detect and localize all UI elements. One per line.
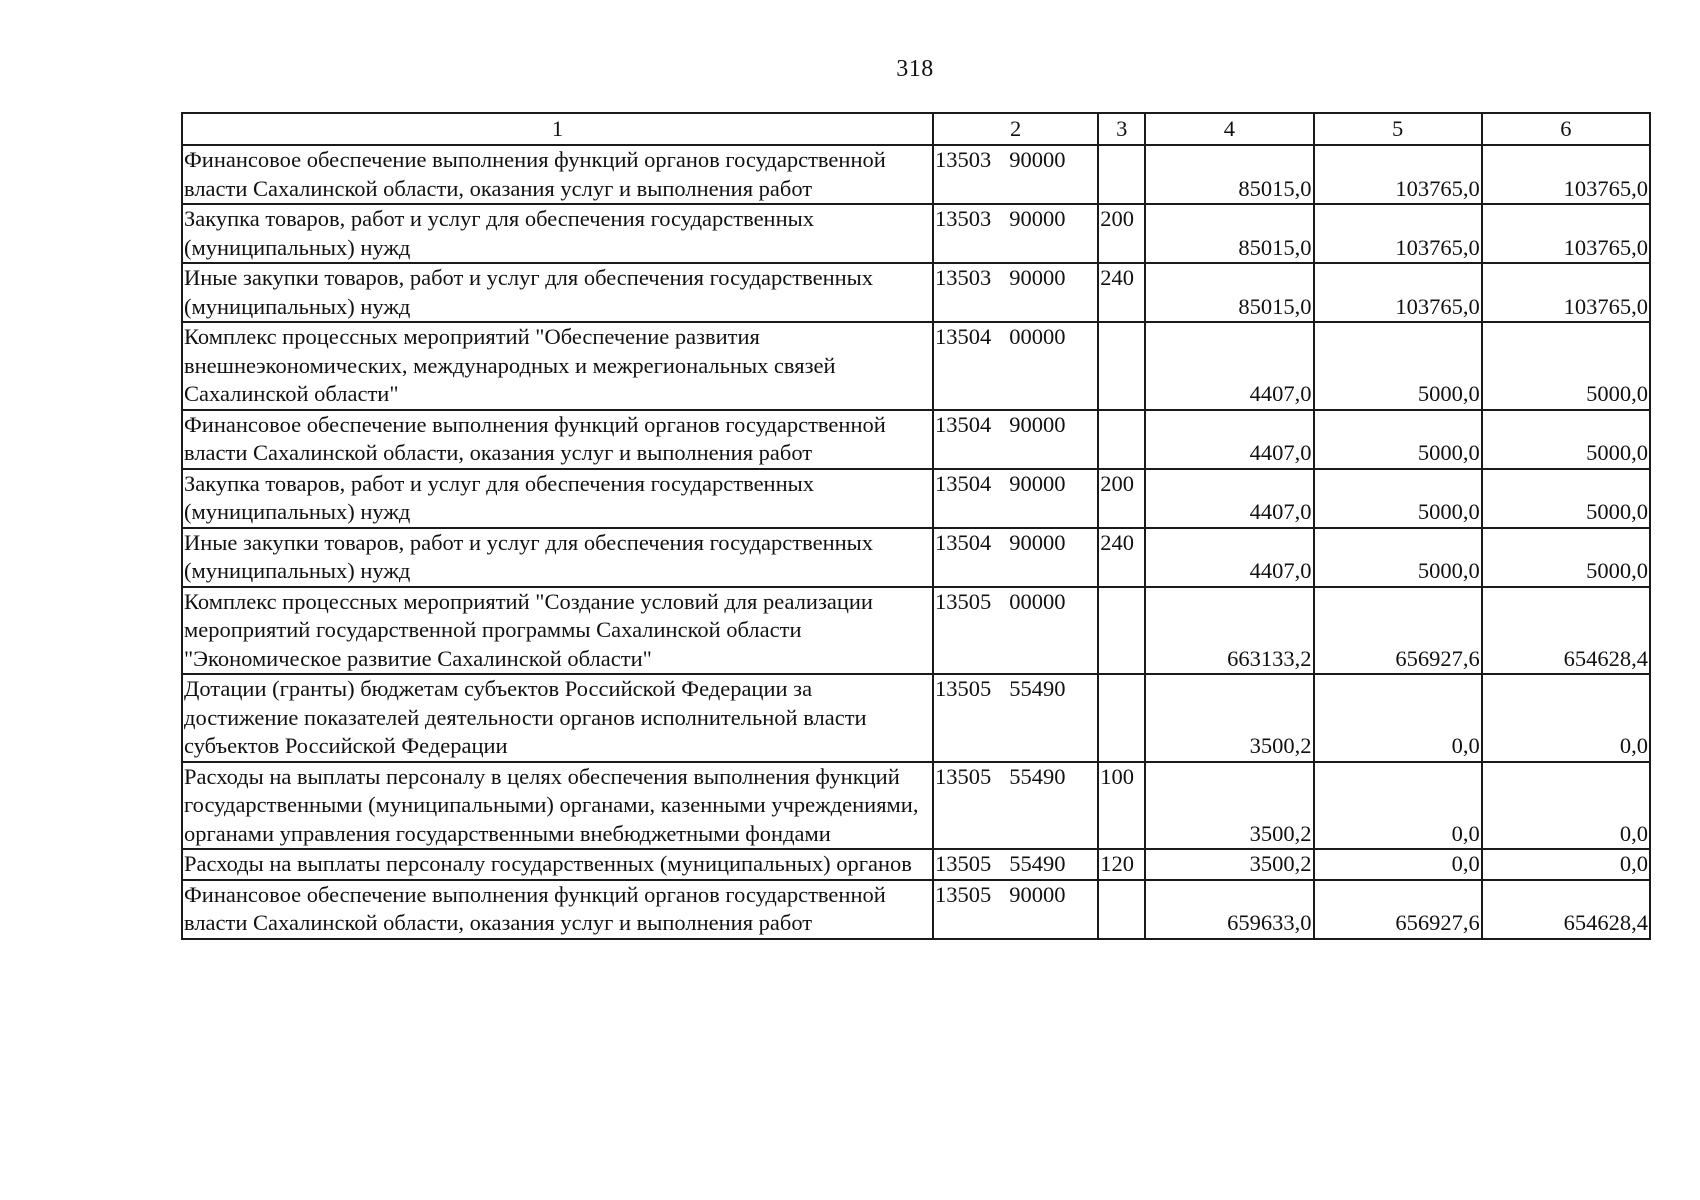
- row-value-col4: 4407,0: [1145, 469, 1313, 528]
- budget-table: [181, 112, 1651, 940]
- row-value-col6: 0,0: [1482, 674, 1650, 762]
- row-code-section: 13503: [935, 206, 992, 231]
- row-name: Иные закупки товаров, работ и услуг для обеспечения государственных (муниципальных) нужд: [182, 263, 933, 322]
- row-value-col5: 5000,0: [1314, 410, 1482, 469]
- row-name: Комплекс процессных мероприятий "Создание условий для реализации мероприятий государственной программы Сахалинской области "Экономическое развитие Сахалинской области": [182, 587, 933, 675]
- row-code-item: 90000: [1009, 147, 1066, 172]
- row-code: [933, 762, 1098, 850]
- row-name: Закупка товаров, работ и услуг для обеспечения государственных (муниципальных) нужд: [182, 469, 933, 528]
- row-expense-type: 240: [1098, 528, 1145, 587]
- row-value-col4: 85015,0: [1145, 145, 1313, 204]
- row-code-section: 13504: [935, 529, 992, 555]
- row-code-section: 13505: [935, 676, 992, 701]
- row-value-col5: 103765,0: [1314, 263, 1482, 322]
- row-value-col5: 5000,0: [1314, 469, 1482, 528]
- table-row: [182, 263, 1650, 322]
- row-name: Финансовое обеспечение выполнения функций органов государственной власти Сахалинской области, оказания услуг и выполнения работ: [182, 410, 933, 469]
- row-expense-type: [1098, 587, 1145, 675]
- table-row: [182, 410, 1650, 469]
- row-name: Расходы на выплаты персоналу государственных (муниципальных) органов: [182, 849, 933, 880]
- row-value-col4: 4407,0: [1145, 528, 1313, 587]
- row-code-item: 90000: [1009, 411, 1066, 437]
- row-expense-type: 200: [1098, 469, 1145, 528]
- row-name: Закупка товаров, работ и услуг для обеспечения государственных (муниципальных) нужд: [182, 204, 933, 263]
- header-col-6: 6: [1482, 113, 1650, 145]
- row-expense-type: [1098, 674, 1145, 762]
- header-col-2: 2: [933, 113, 1098, 145]
- row-value-col5: 5000,0: [1314, 528, 1482, 587]
- row-code-item: 55490: [1009, 851, 1066, 876]
- row-code-item: 90000: [1009, 881, 1066, 907]
- row-code-section: 13505: [935, 588, 992, 614]
- row-value-col6: 0,0: [1482, 762, 1650, 850]
- row-value-col4: 4407,0: [1145, 322, 1313, 410]
- row-value-col5: 0,0: [1314, 849, 1482, 880]
- row-value-col4: 663133,2: [1145, 587, 1313, 675]
- row-code-item: 00000: [1009, 588, 1066, 614]
- row-code-section: 13503: [935, 265, 992, 290]
- table-row: [182, 469, 1650, 528]
- row-value-col6: 5000,0: [1482, 410, 1650, 469]
- table-body: [182, 145, 1650, 939]
- row-code-section: 13504: [935, 324, 992, 349]
- row-value-col4: 3500,2: [1145, 762, 1313, 850]
- table-row: [182, 762, 1650, 850]
- row-code-item: 55490: [1009, 676, 1066, 701]
- row-code-item: 90000: [1009, 265, 1066, 290]
- row-code: [933, 469, 1098, 528]
- row-code-item: 55490: [1009, 763, 1066, 789]
- row-name: Финансовое обеспечение выполнения функций органов государственной власти Сахалинской области, оказания услуг и выполнения работ: [182, 880, 933, 939]
- row-code: [933, 410, 1098, 469]
- table-row: [182, 204, 1650, 263]
- row-expense-type: [1098, 410, 1145, 469]
- row-value-col5: 103765,0: [1314, 145, 1482, 204]
- row-name: Иные закупки товаров, работ и услуг для обеспечения государственных (муниципальных) нужд: [182, 528, 933, 587]
- row-value-col5: 103765,0: [1314, 204, 1482, 263]
- row-name: Расходы на выплаты персоналу в целях обеспечения выполнения функций государственными (муниципальными) органами, казенными учреждениями, органами управления государственными внебюджетными фондами: [182, 762, 933, 850]
- row-value-col5: 0,0: [1314, 762, 1482, 850]
- header-col-3: 3: [1098, 113, 1145, 145]
- row-expense-type: [1098, 322, 1145, 410]
- row-value-col5: 656927,6: [1314, 587, 1482, 675]
- table-row: [182, 528, 1650, 587]
- row-code: [933, 528, 1098, 587]
- row-code-section: 13503: [935, 147, 992, 172]
- table-row: [182, 849, 1650, 880]
- row-expense-type: 120: [1098, 849, 1145, 880]
- row-value-col4: 85015,0: [1145, 263, 1313, 322]
- row-code-item: 90000: [1009, 206, 1066, 231]
- table-row: [182, 322, 1650, 410]
- row-value-col6: 654628,4: [1482, 587, 1650, 675]
- row-value-col6: 103765,0: [1482, 204, 1650, 263]
- page-number: 318: [896, 56, 934, 82]
- row-expense-type: 200: [1098, 204, 1145, 263]
- row-code-section: 13504: [935, 411, 992, 437]
- row-value-col5: 656927,6: [1314, 880, 1482, 939]
- row-code: [933, 880, 1098, 939]
- table-header: [182, 113, 1650, 145]
- row-expense-type: [1098, 145, 1145, 204]
- row-code: [933, 849, 1098, 880]
- row-code-item: 00000: [1009, 324, 1066, 349]
- row-value-col5: 0,0: [1314, 674, 1482, 762]
- row-value-col4: 659633,0: [1145, 880, 1313, 939]
- row-code-section: 13505: [935, 881, 992, 907]
- row-name: Комплекс процессных мероприятий "Обеспечение развития внешнеэкономических, международных и межрегиональных связей Сахалинской области": [182, 322, 933, 410]
- row-expense-type: [1098, 880, 1145, 939]
- row-value-col4: 4407,0: [1145, 410, 1313, 469]
- header-row: [182, 113, 1650, 145]
- row-value-col6: 5000,0: [1482, 528, 1650, 587]
- row-code: [933, 263, 1098, 322]
- row-code-section: 13505: [935, 763, 992, 789]
- row-expense-type: 240: [1098, 263, 1145, 322]
- row-code: [933, 322, 1098, 410]
- row-code: [933, 145, 1098, 204]
- row-value-col6: 103765,0: [1482, 145, 1650, 204]
- row-code: [933, 587, 1098, 675]
- row-value-col6: 0,0: [1482, 849, 1650, 880]
- row-value-col4: 85015,0: [1145, 204, 1313, 263]
- table-row: [182, 880, 1650, 939]
- row-code-item: 90000: [1009, 529, 1066, 555]
- row-code: [933, 204, 1098, 263]
- header-col-1: 1: [182, 113, 933, 145]
- row-expense-type: 100: [1098, 762, 1145, 850]
- row-code-section: 13504: [935, 470, 992, 496]
- row-value-col6: 5000,0: [1482, 469, 1650, 528]
- row-name: Финансовое обеспечение выполнения функций органов государственной власти Сахалинской области, оказания услуг и выполнения работ: [182, 145, 933, 204]
- table-row: [182, 145, 1650, 204]
- row-value-col4: 3500,2: [1145, 674, 1313, 762]
- table-row: [182, 674, 1650, 762]
- row-code: [933, 674, 1098, 762]
- row-name: Дотации (гранты) бюджетам субъектов Российской Федерации за достижение показателей деятельности органов исполнительной власти субъектов Российской Федерации: [182, 674, 933, 762]
- table-row: [182, 587, 1650, 675]
- row-code-item: 90000: [1009, 470, 1066, 496]
- header-col-4: 4: [1145, 113, 1313, 145]
- row-value-col6: 654628,4: [1482, 880, 1650, 939]
- row-code-section: 13505: [935, 851, 992, 876]
- row-value-col5: 5000,0: [1314, 322, 1482, 410]
- row-value-col6: 103765,0: [1482, 263, 1650, 322]
- header-col-5: 5: [1314, 113, 1482, 145]
- row-value-col4: 3500,2: [1145, 849, 1313, 880]
- row-value-col6: 5000,0: [1482, 322, 1650, 410]
